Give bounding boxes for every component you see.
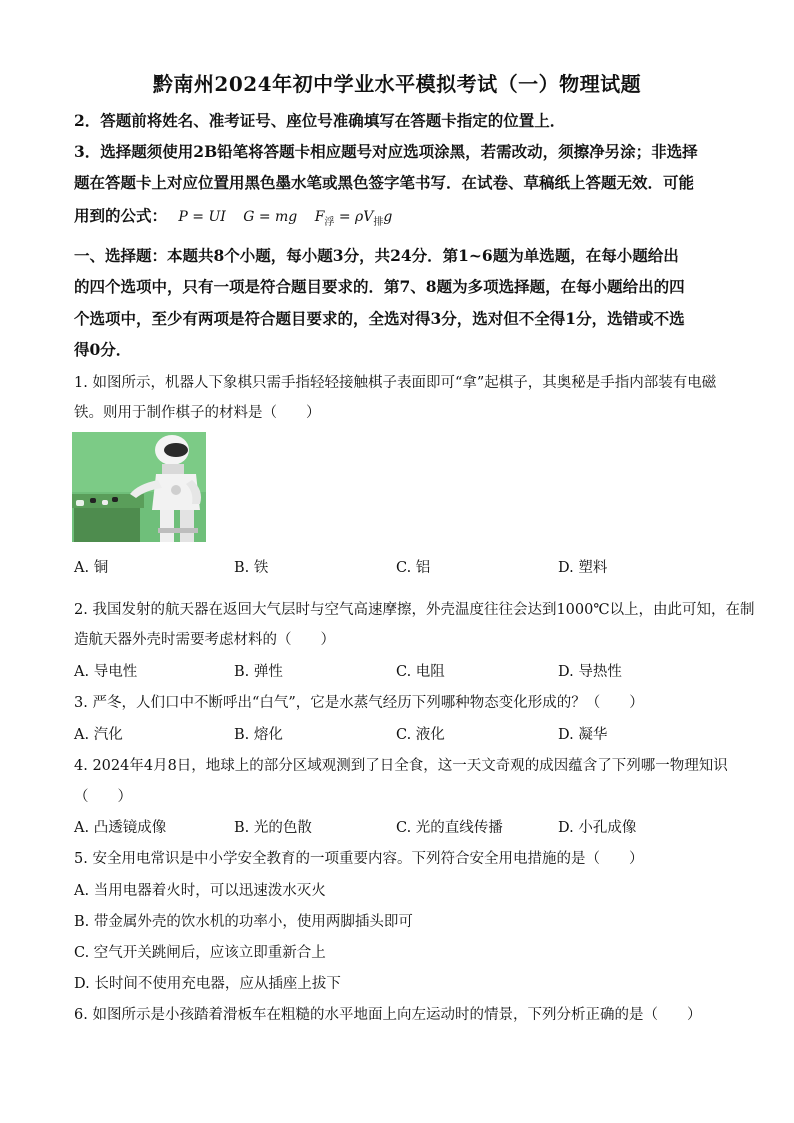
- formula-intro: 用到的公式：: [74, 206, 168, 225]
- instruction-3-line2: 题在答题卡上对应位置用黑色墨水笔或黑色签字笔书写．在试卷、草稿纸上答题无效．可能: [74, 173, 695, 192]
- q2-option-d: D. 导热性: [558, 664, 622, 680]
- section1-line4: 得0分．: [74, 340, 132, 359]
- q1-line1: 1. 如图所示，机器人下象棋只需手指轻轻接触棋子表面即可“拿”起棋子，其奥秘是手指内部装有电磁: [74, 375, 717, 391]
- q1-option-d: D. 塑料: [558, 560, 608, 576]
- formula-power: P = UI: [178, 209, 226, 225]
- q3-line1: 3. 严冬，人们口中不断呼出“白气”，它是水蒸气经历下列哪种物态变化形成的？（ ）: [74, 695, 644, 711]
- q1-option-a: A. 铜: [74, 560, 109, 576]
- formula-g: g: [383, 209, 393, 225]
- q3-option-b: B. 熔化: [234, 727, 283, 743]
- q1-option-b: B. 铁: [234, 560, 269, 576]
- section1-line1: 一、选择题：本题共8个小题，每小题3分，共24分．第1~6题为单选题，在每小题给出: [74, 246, 679, 265]
- formula-f: F: [314, 209, 325, 225]
- formula-gravity: G = mg: [243, 209, 298, 225]
- q1-line2: 铁。则用于制作棋子的材料是（ ）: [74, 405, 321, 421]
- q5-line1: 5. 安全用电常识是中小学安全教育的一项重要内容。下列符合安全用电措施的是（ ）: [74, 851, 644, 867]
- q3-option-c: C. 液化: [396, 727, 445, 743]
- section1-line3: 个选项中，至少有两项是符合题目要求的，全选对得3分，选对但不全得1分，选错或不选: [74, 309, 685, 328]
- q2-option-a: A. 导电性: [74, 664, 138, 680]
- robot-chess-image: [72, 432, 206, 542]
- robot-chess-illustration: [72, 432, 206, 542]
- q1-option-c: C. 铝: [396, 560, 431, 576]
- instruction-3-line1: 3．选择题须使用2B铅笔将答题卡相应题号对应选项涂黑，若需改动，须擦净另涂；非选择: [74, 142, 698, 161]
- q6-line1: 6. 如图所示是小孩踏着滑板车在粗糙的水平地面上向左运动时的情景，下列分析正确的是（ ）: [74, 1007, 702, 1023]
- formula-f-sub: 浮: [324, 216, 335, 228]
- instruction-3-line3: [74, 204, 724, 228]
- formula-v-sub: 排: [373, 216, 384, 228]
- q4-option-b: B. 光的色散: [234, 820, 312, 836]
- q5-option-c: C. 空气开关跳闸后，应该立即重新合上: [74, 945, 326, 961]
- instruction-2: 2．答题前将姓名、准考证号、座位号准确填写在答题卡指定的位置上．: [74, 111, 566, 130]
- formula-rho-v: = ρV: [334, 209, 374, 225]
- q5-option-a: A. 当用电器着火时，可以迅速泼水灭火: [74, 883, 326, 899]
- q3-option-d: D. 凝华: [558, 727, 608, 743]
- q5-option-b: B. 带金属外壳的饮水机的功率小，使用两脚插头即可: [74, 914, 413, 930]
- q4-line2: （ ）: [74, 789, 132, 805]
- q4-option-c: C. 光的直线传播: [396, 820, 503, 836]
- q5-option-d: D. 长时间不使用充电器，应从插座上拔下: [74, 976, 341, 992]
- q2-line1: 2. 我国发射的航天器在返回大气层时与空气高速摩擦，外壳温度往往会达到1000℃以上，由此可知，在制: [74, 602, 755, 618]
- q4-line1: 4. 2024年4月8日，地球上的部分区域观测到了日全食，这一天文奇观的成因蕴含了下列哪一物理知识: [74, 758, 728, 774]
- section1-line2: 的四个选项中，只有一项是符合题目要求的．第7、8题为多项选择题，在每小题给出的四: [74, 277, 685, 296]
- q4-option-d: D. 小孔成像: [558, 820, 637, 836]
- q2-line2: 造航天器外壳时需要考虑材料的（ ）: [74, 632, 335, 648]
- q2-option-b: B. 弹性: [234, 664, 283, 680]
- q4-option-a: A. 凸透镜成像: [74, 820, 167, 836]
- q2-option-c: C. 电阻: [396, 664, 445, 680]
- formula-buoyancy: [314, 209, 393, 228]
- q3-option-a: A. 汽化: [74, 727, 123, 743]
- page-title: 黔南州2024年初中学业水平模拟考试（一）物理试题: [152, 72, 642, 96]
